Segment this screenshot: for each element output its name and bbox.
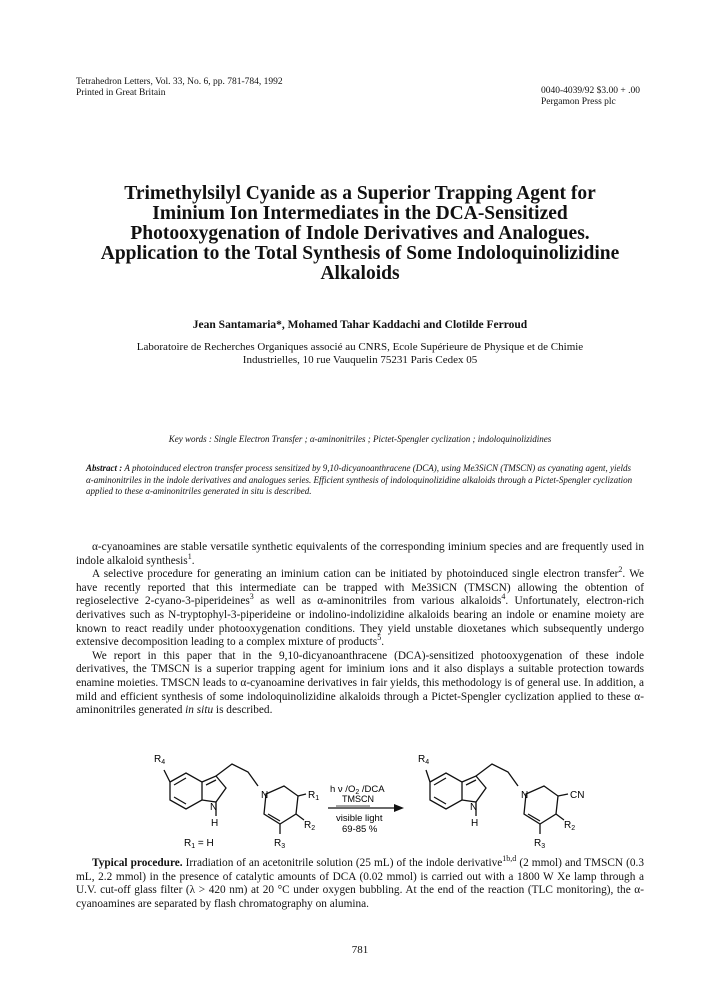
publisher-name: Pergamon Press plc <box>541 97 616 107</box>
piperideine-n-label: N <box>261 790 269 801</box>
r1-label: $R_1$ <box>308 790 320 802</box>
r1-bond <box>298 794 306 796</box>
article-title <box>60 184 660 284</box>
title-line: Alkaloids <box>320 263 400 284</box>
paragraph-text: A selective procedure for generating an iminium cation can be initiated by photoinduced single electron transfer <box>92 568 619 581</box>
typical-procedure <box>76 854 644 911</box>
condition-light-oxygen-dca: h ν $/O_2$ /DCA <box>330 784 385 796</box>
r2-bond <box>296 814 304 820</box>
author-list: Jean Santamaria*, Mohamed Tahar Kaddachi and Clotilde Ferroud <box>192 319 528 331</box>
paragraph-text: We report in this paper that in the 9,10-dicyanoanthracene (DCA)-sensitized photooxygenation of these indole derivatives, the TMSCN is a superior trapping agent for iminium ions and it also displays a suitable protection towards enamine moieties. TMSCN leads to α-cyanoamine derivatives in fair yields, this methodology is of general use. In addition, a mild and efficient synthesis of some indoloquinolizidine alkaloids through a Pictet-Spengler cyclization applied to these α-aminonitriles generated <box>76 649 644 717</box>
paragraph-text: α-cyanoamines are stable versatile synthetic equivalents of the corresponding iminium species and are frequently used in indole alkaloid synthesis <box>76 541 644 567</box>
pyrrole-ring <box>202 776 226 802</box>
keywords-label: Key words : <box>168 434 212 444</box>
product-piperideine-n-label: N <box>521 790 529 801</box>
cn-bond <box>558 794 568 796</box>
issn-price: 0040-4039/92 $3.00 + .00 <box>541 86 641 96</box>
reference-marker: 1 <box>187 551 192 561</box>
paragraph-text: . <box>381 636 385 649</box>
product-r4-label: $R_4$ <box>418 754 430 766</box>
emphasis-in-situ: in situ <box>185 704 214 717</box>
arrow-head <box>394 804 404 812</box>
reference-marker: 4 <box>501 592 506 602</box>
printed-location: Printed in Great Britain <box>76 88 166 98</box>
r2-label: $R_2$ <box>304 820 316 832</box>
affiliation-line: Industrielles, 10 rue Vauquelin 75231 Paris Cedex 05 <box>242 354 478 366</box>
paragraph-text: as well as α-aminonitriles from various alkaloids <box>253 595 502 608</box>
condition-yield: 69-85 % <box>342 824 378 835</box>
double-bond <box>206 780 216 785</box>
paragraph-text: . Unfortunately, electron-rich derivatives such as N-tryptophyl-3-piperideine or indolino-indolizidine alkaloids bearing an indole or enamine moiety are known to react readily under photooxygenation conditions. They yield unstable dioxetanes which subsequently undergo extensive decomposition leading to a complex mixture of products <box>76 595 644 649</box>
condition-tmscn: TMSCN <box>342 794 374 804</box>
pyrrole-ring <box>462 776 486 802</box>
title-line: Photooxygenation of Indole Derivatives and Analogues. <box>130 223 590 244</box>
r3-label: $R_3$ <box>274 838 286 850</box>
reference-marker: 1b,d <box>502 854 517 864</box>
publisher-info <box>541 86 640 108</box>
procedure-text: (2 mmol) and TMSCN (0.3 mL, 2.2 mmol) in the presence of catalytic amounts of DCA (0.02 mmol) is carried out with a 1800 W Xe lamp through a U.V. cut-off glass filter (λ > 420 nm) at 20 °C under oxygen bubbling. At the end of the reaction (TLC monitoring), the α-cyanoamines are separated by flash chromatography on alumina. <box>76 857 644 910</box>
paragraph-procedure <box>76 565 645 650</box>
procedure-text: Irradiation of an acetonitrile solution (25 mL) of the indole derivative <box>182 857 503 869</box>
affiliation <box>80 341 640 367</box>
abstract-label: Abstract : <box>86 463 123 473</box>
piperideine-ring <box>524 786 558 824</box>
product-indole-h-label: H <box>471 818 479 829</box>
journal-citation <box>76 77 283 99</box>
keywords-text: Single Electron Transfer ; α-aminonitriles ; Pictet-Spengler cyclization ; indoloquinolizidines <box>214 434 552 444</box>
paragraph-text: . We have recently reported that this intermediate can be trapped with Me3SiCN (TMSCN) allowing the obtention of regioselective 2-cyano-3-piperideines <box>76 568 645 608</box>
page-number: 781 <box>351 944 369 956</box>
reaction-scheme <box>150 742 590 854</box>
cyano-label: CN <box>570 790 585 801</box>
product-indole-n-label: N <box>470 802 478 813</box>
condition-visible-light: visible light <box>336 813 383 824</box>
r1-equals-h-label: $R_1 = H$ <box>184 838 214 850</box>
paragraph-report <box>76 650 644 718</box>
reference-marker: 3 <box>249 592 254 602</box>
piperideine-ring <box>264 786 298 824</box>
title-line: Trimethylsilyl Cyanide as a Superior Trapping Agent for <box>124 183 596 204</box>
procedure-label: Typical procedure. <box>92 857 183 869</box>
paragraph-text: is described. <box>213 704 273 717</box>
r4-label: $R_4$ <box>154 754 166 766</box>
r4-bond <box>164 770 170 782</box>
title-line: Application to the Total Synthesis of Some Indoloquinolizidine <box>100 243 620 264</box>
indole-h-label: H <box>211 818 219 829</box>
reference-marker: 5 <box>377 633 382 643</box>
indole-n-label: N <box>210 802 218 813</box>
product-r2-label: $R_2$ <box>564 820 576 832</box>
abstract <box>86 463 634 498</box>
reactant-structure <box>164 764 306 834</box>
affiliation-line: Laboratoire de Recherches Organiques associé au CNRS, Ecole Supérieure de Physique et de Chimie <box>136 341 584 353</box>
r4-bond <box>426 770 430 782</box>
double-bond <box>466 780 476 785</box>
reference-marker: 2 <box>618 565 623 575</box>
abstract-text: A photoinduced electron transfer process sensitized by 9,10-dicyanoanthracene (DCA), using Me3SiCN (TMSCN) as cyanating agent, yields α-aminonitriles in the indole derivatives and analogues series. Efficient synthesis of indoloquinolizidine alkaloids through a Pictet-Spengler cyclization applied to these α-aminonitriles generated in situ is described. <box>86 463 633 496</box>
keywords <box>60 434 660 444</box>
paragraph-intro <box>76 541 644 568</box>
procedure-paragraph <box>76 854 644 911</box>
product-structure <box>426 764 568 834</box>
r2-bond <box>556 814 564 820</box>
product-r3-label: $R_3$ <box>534 838 546 850</box>
paragraph-text: . <box>191 554 195 567</box>
body-text <box>76 541 644 718</box>
title-line: Iminium Ion Intermediates in the DCA-Sensitized <box>152 203 568 224</box>
journal-reference: Tetrahedron Letters, Vol. 33, No. 6, pp. 781-784, 1992 <box>76 77 283 87</box>
